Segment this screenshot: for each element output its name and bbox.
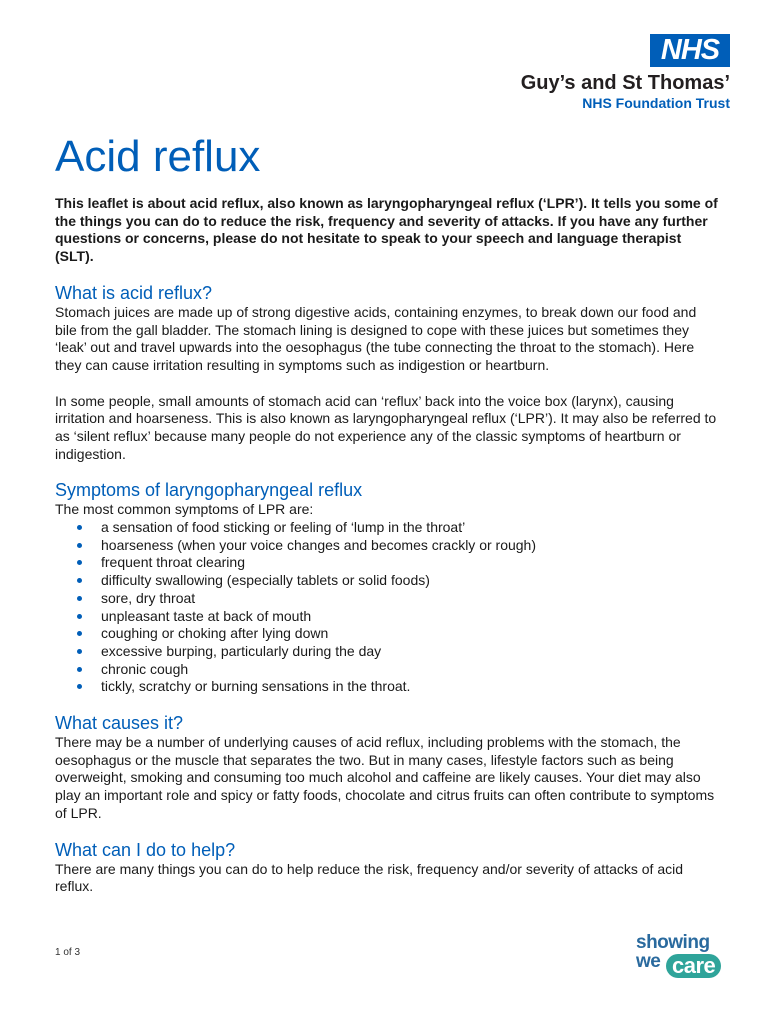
list-item: excessive burping, particularly during the day xyxy=(55,643,720,661)
page-number: 1 of 3 xyxy=(55,947,81,958)
bullet-icon xyxy=(77,631,82,636)
list-item: chronic cough xyxy=(55,661,720,679)
bullet-icon xyxy=(77,578,82,583)
paragraph-causes: There may be a number of underlying causes of acid reflux, including problems with the stomach, the oesophagus or the muscle that separates the two. But in many cases, lifestyle factors such as being overweight, smoking and consuming too much alcohol and caffeine are likely causes. Your diet may also play an important role and spicy or fatty foods, chocolate and citrus fruits can often contribute to symptoms of LPR. xyxy=(55,734,715,821)
bullet-icon xyxy=(77,525,82,530)
list-item: frequent throat clearing xyxy=(55,554,720,572)
list-item: hoarseness (when your voice changes and becomes crackly or rough) xyxy=(55,537,720,555)
leaflet-content xyxy=(55,282,720,896)
bullet-icon xyxy=(77,543,82,548)
paragraph-what-2: In some people, small amounts of stomach acid can ‘reflux’ back into the voice box (larynx), causing irritation and hoarseness. This is also known as laryngopharyngeal reflux (‘LPR’). It may also be referred to as ‘silent reflux’ because many people do not experience any of the classic symptoms of heartburn or indigestion. xyxy=(55,392,717,462)
trust-subtitle: NHS Foundation Trust xyxy=(582,95,730,111)
symptoms-list xyxy=(55,519,720,696)
list-item: a sensation of food sticking or feeling of ‘lump in the throat’ xyxy=(55,519,720,537)
page-title: Acid reflux xyxy=(55,132,261,181)
list-item: tickly, scratchy or burning sensations in the throat. xyxy=(55,678,720,696)
care-logo-we: we xyxy=(636,951,661,972)
list-item: coughing or choking after lying down xyxy=(55,625,720,643)
intro-paragraph: This leaflet is about acid reflux, also known as laryngopharyngeal reflux (‘LPR’). It tells you some of the things you can do to reduce the risk, frequency and severity of attacks. If you have any further questions or concerns, please do not hesitate to speak to your speech and language therapist (SLT). xyxy=(55,195,718,264)
heading-what-can-i-do: What can I do to help? xyxy=(55,839,236,860)
heading-symptoms: Symptoms of laryngopharyngeal reflux xyxy=(55,480,363,501)
bullet-icon xyxy=(77,596,82,601)
list-item: unpleasant taste at back of mouth xyxy=(55,608,720,626)
paragraph-help: There are many things you can do to help reduce the risk, frequency and/or severity of attacks of acid reflux. xyxy=(55,860,684,895)
nhs-logo: NHS xyxy=(650,34,730,67)
heading-what-is-acid-reflux: What is acid reflux? xyxy=(55,283,213,303)
bullet-icon xyxy=(77,649,82,654)
paragraph-what-1: Stomach juices are made up of strong digestive acids, containing enzymes, to break down our food and bile from the gall bladder. The stomach lining is designed to cope with these juices but sometimes they ‘leak’ out and travel upwards into the oesophagus (the tube connecting the throat to the stomach). Here they can cause irritation resulting in symptoms such as indigestion or heartburn. xyxy=(55,304,697,374)
symptoms-lead: The most common symptoms of LPR are: xyxy=(55,501,314,518)
trust-name: Guy’s and St Thomas’ xyxy=(520,72,730,94)
care-logo-care: care xyxy=(666,954,721,978)
list-item: difficulty swallowing (especially tablets or solid foods) xyxy=(55,572,720,590)
care-logo-showing: showing xyxy=(636,932,710,953)
bullet-icon xyxy=(77,684,82,689)
list-item: sore, dry throat xyxy=(55,590,720,608)
showing-we-care-logo xyxy=(634,932,734,988)
bullet-icon xyxy=(77,667,82,672)
bullet-icon xyxy=(77,560,82,565)
bullet-icon xyxy=(77,614,82,619)
heading-what-causes-it: What causes it? xyxy=(55,713,184,734)
